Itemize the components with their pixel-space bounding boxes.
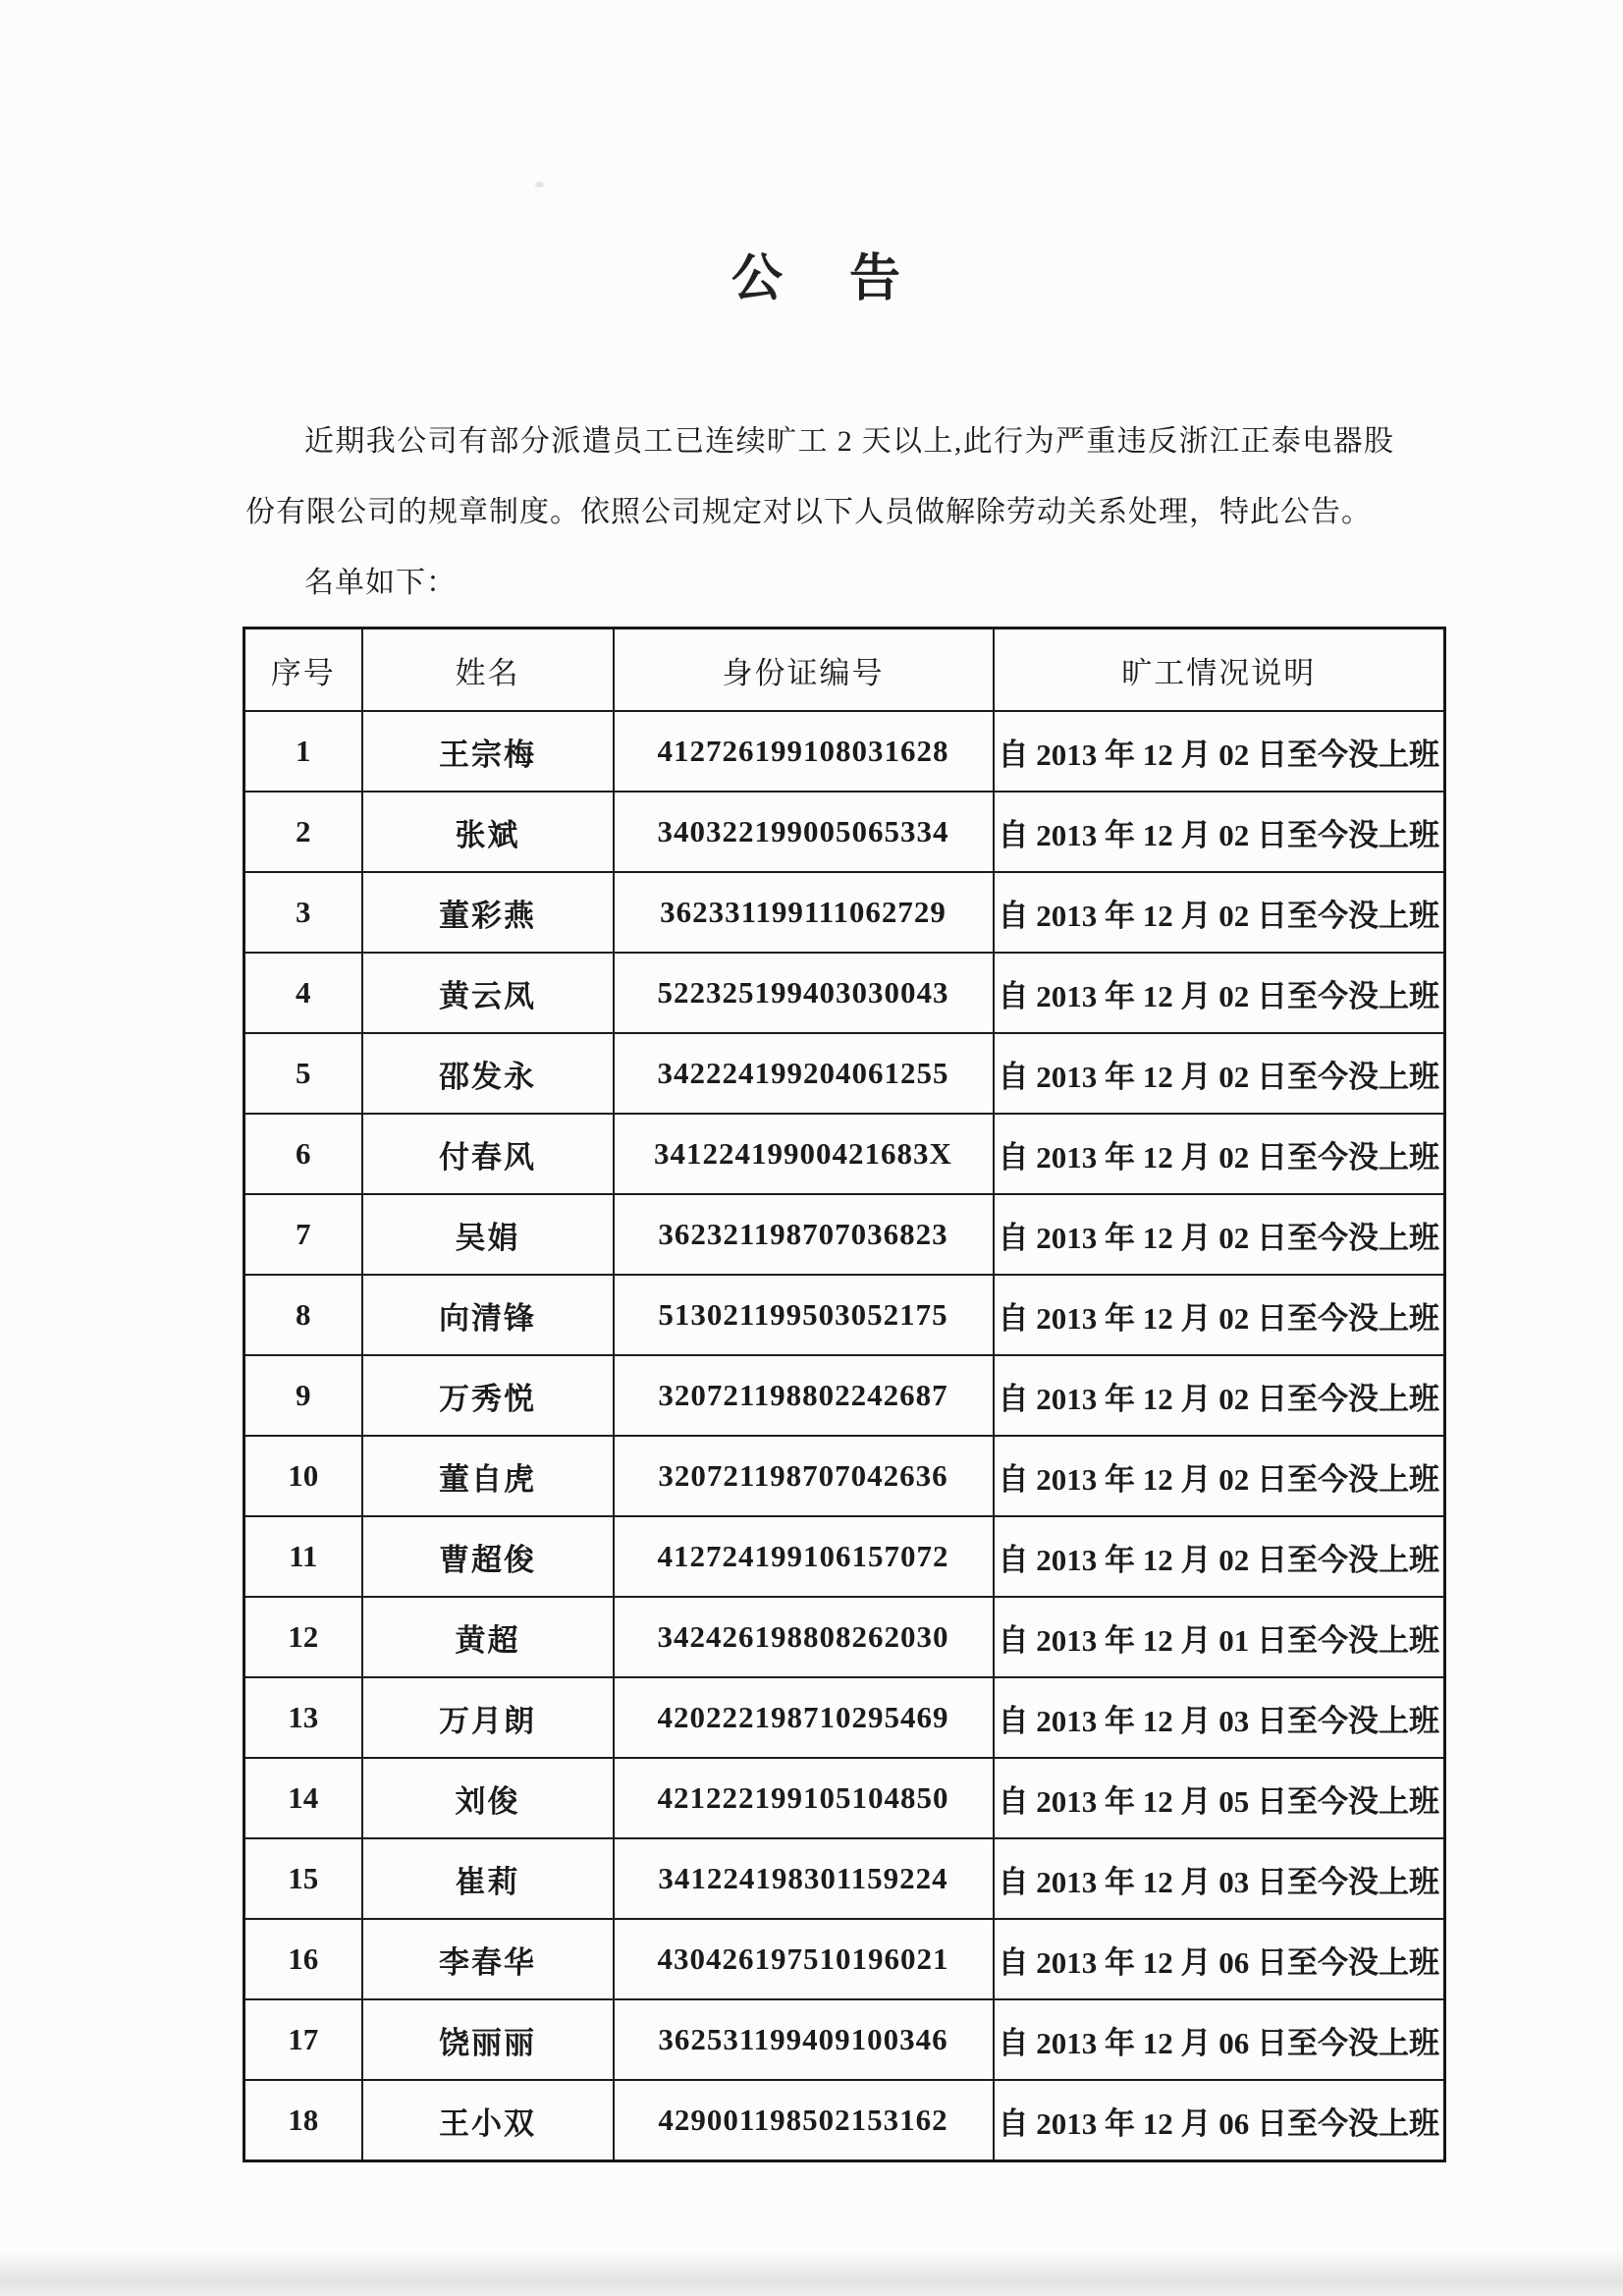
row-note: 自 2013 年 12 月 06 日至今没上班 [994,1919,1445,1999]
table-row [244,711,1445,792]
row-name: 付春风 [362,1114,614,1194]
row-name: 董自虎 [362,1436,614,1516]
row-note: 自 2013 年 12 月 02 日至今没上班 [994,953,1445,1033]
table-row [244,1677,1445,1758]
page-title: 公 告 [730,251,908,307]
row-name: 向清锋 [362,1275,614,1355]
row-index: 8 [244,1275,362,1355]
row-index: 18 [244,2080,362,2161]
roster-table-wrap [243,627,1443,2162]
table-body [244,711,1445,2161]
row-id: 513021199503052175 [614,1275,994,1355]
row-note: 自 2013 年 12 月 01 日至今没上班 [994,1597,1445,1677]
row-name: 黄云凤 [362,953,614,1033]
row-id: 320721198802242687 [614,1355,994,1436]
table-header-row [244,629,1445,712]
table-row [244,872,1445,953]
row-note: 自 2013 年 12 月 06 日至今没上班 [994,2080,1445,2161]
row-index: 1 [244,711,362,792]
row-name: 李春华 [362,1919,614,1999]
row-id: 362531199409100346 [614,1999,994,2080]
scan-shadow-artifact [0,2251,1623,2296]
table-row [244,2080,1445,2161]
row-id: 412726199108031628 [614,711,994,792]
col-header-index: 序号 [244,629,362,712]
table-row [244,1919,1445,1999]
row-id: 412724199106157072 [614,1516,994,1597]
row-note: 自 2013 年 12 月 02 日至今没上班 [994,792,1445,872]
row-note: 自 2013 年 12 月 03 日至今没上班 [994,1677,1445,1758]
row-id: 421222199105104850 [614,1758,994,1838]
col-header-absence-note: 旷工情况说明 [994,629,1445,712]
row-index: 13 [244,1677,362,1758]
table-row [244,1436,1445,1516]
row-index: 14 [244,1758,362,1838]
table-row [244,1516,1445,1597]
row-name: 万秀悦 [362,1355,614,1436]
table-row [244,953,1445,1033]
row-name: 黄超 [362,1597,614,1677]
row-note: 自 2013 年 12 月 02 日至今没上班 [994,1355,1445,1436]
row-id: 341224198301159224 [614,1838,994,1919]
table-row [244,1355,1445,1436]
row-name: 饶丽丽 [362,1999,614,2080]
row-index: 12 [244,1597,362,1677]
row-index: 15 [244,1838,362,1919]
row-note: 自 2013 年 12 月 02 日至今没上班 [994,1516,1445,1597]
row-name: 董彩燕 [362,872,614,953]
row-id: 429001198502153162 [614,2080,994,2161]
announcement-paragraph: 近期我公司有部分派遣员工已连续旷工 2 天以上,此行为严重违反浙江正泰电器股份有限公司的规章制度。依照公司规定对以下人员做解除劳动关系处理，特此公告。 [245,425,1394,528]
row-id: 362321198707036823 [614,1194,994,1275]
row-id: 342426198808262030 [614,1597,994,1677]
table-row [244,1114,1445,1194]
row-name: 张斌 [362,792,614,872]
table-row [244,1275,1445,1355]
table-row [244,1758,1445,1838]
row-note: 自 2013 年 12 月 02 日至今没上班 [994,1194,1445,1275]
row-note: 自 2013 年 12 月 02 日至今没上班 [994,1114,1445,1194]
row-name: 王小双 [362,2080,614,2161]
row-index: 6 [244,1114,362,1194]
row-index: 9 [244,1355,362,1436]
row-index: 7 [244,1194,362,1275]
row-note: 自 2013 年 12 月 02 日至今没上班 [994,1033,1445,1114]
table-row [244,1838,1445,1919]
row-index: 3 [244,872,362,953]
col-header-name: 姓名 [362,629,614,712]
table-row [244,792,1445,872]
row-note: 自 2013 年 12 月 02 日至今没上班 [994,872,1445,953]
row-note: 自 2013 年 12 月 02 日至今没上班 [994,1436,1445,1516]
row-id: 430426197510196021 [614,1919,994,1999]
row-index: 2 [244,792,362,872]
row-index: 10 [244,1436,362,1516]
row-index: 16 [244,1919,362,1999]
table-row [244,1194,1445,1275]
row-index: 11 [244,1516,362,1597]
row-name: 王宗梅 [362,711,614,792]
row-note: 自 2013 年 12 月 02 日至今没上班 [994,1275,1445,1355]
table-row [244,1597,1445,1677]
row-name: 万月朗 [362,1677,614,1758]
row-note: 自 2013 年 12 月 05 日至今没上班 [994,1758,1445,1838]
table-row [244,1033,1445,1114]
scan-speck-artifact [535,182,544,188]
row-name: 刘俊 [362,1758,614,1838]
row-note: 自 2013 年 12 月 06 日至今没上班 [994,1999,1445,2080]
row-name: 崔莉 [362,1838,614,1919]
absence-roster-table [243,627,1446,2162]
row-id: 34122419900421683X [614,1114,994,1194]
row-index: 5 [244,1033,362,1114]
row-note: 自 2013 年 12 月 02 日至今没上班 [994,711,1445,792]
row-id: 342224199204061255 [614,1033,994,1114]
row-id: 320721198707042636 [614,1436,994,1516]
row-index: 17 [244,1999,362,2080]
row-name: 吴娟 [362,1194,614,1275]
row-index: 4 [244,953,362,1033]
row-id: 362331199111062729 [614,872,994,953]
row-name: 邵发永 [362,1033,614,1114]
row-id: 420222198710295469 [614,1677,994,1758]
table-row [244,1999,1445,2080]
row-note: 自 2013 年 12 月 03 日至今没上班 [994,1838,1445,1919]
row-id: 522325199403030043 [614,953,994,1033]
row-name: 曹超俊 [362,1516,614,1597]
list-intro: 名单如下： [304,567,457,599]
col-header-id-number: 身份证编号 [614,629,994,712]
row-id: 340322199005065334 [614,792,994,872]
